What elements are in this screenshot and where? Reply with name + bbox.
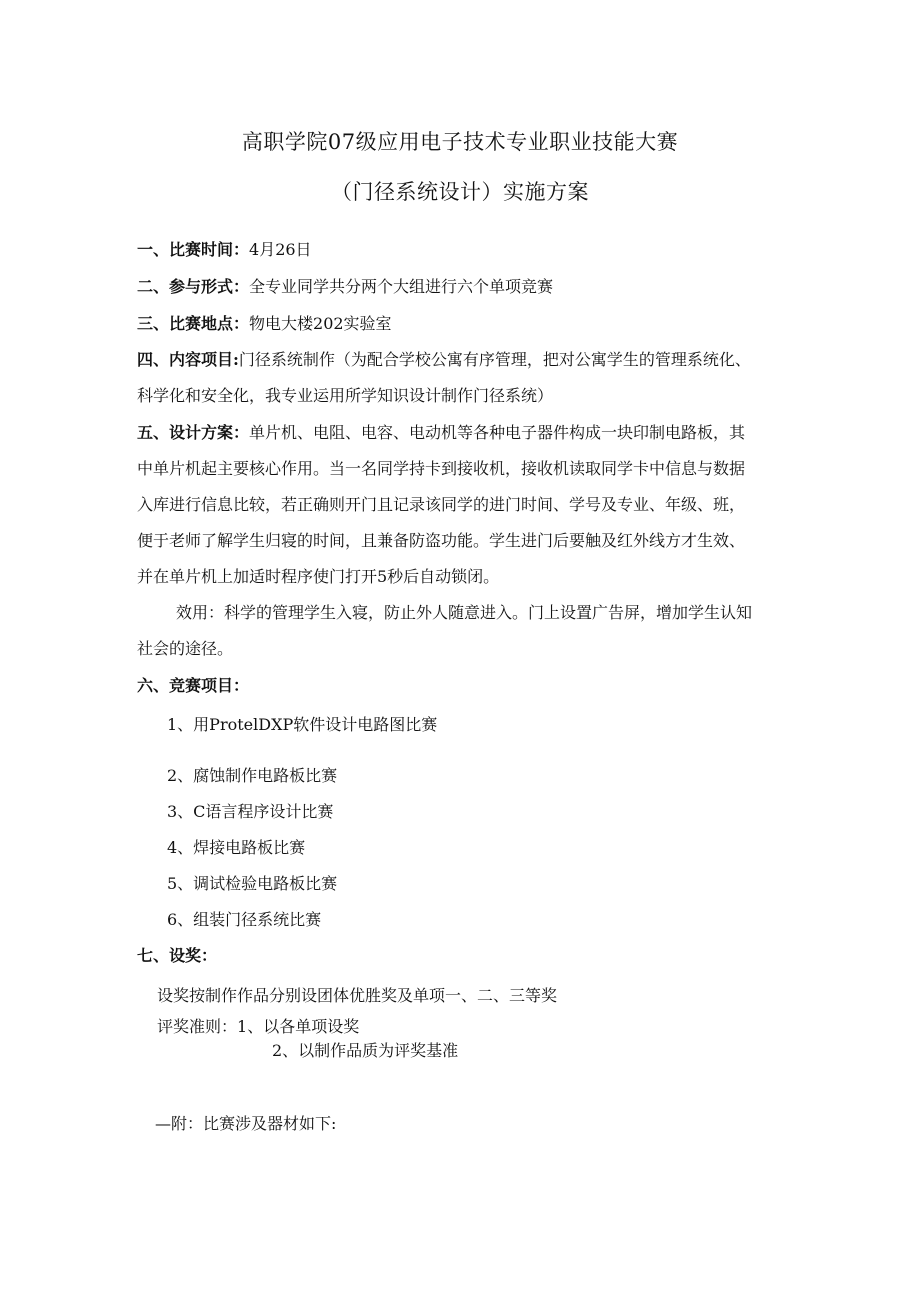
list-item: 2、腐蚀制作电路板比赛	[167, 766, 338, 785]
section-text-continued: 中单片机起主要核心作用。当一名同学持卡到接收机，接收机读取同学卡中信息与数据	[137, 459, 746, 478]
section-label: 三、比赛地点：	[137, 314, 250, 333]
appendix-note: —附：比赛涉及器材如下:	[155, 1114, 337, 1133]
document-title-line2: （门径系统设计）实施方案	[331, 180, 589, 204]
awards-text: 设奖按制作作品分别设团体优胜奖及单项一、二、三等奖	[157, 986, 558, 1005]
section-label: 五、设计方案：	[137, 423, 250, 442]
awards-criteria	[157, 1017, 359, 1037]
criteria-label: 评奖准则：	[157, 1017, 238, 1036]
section-label: 四、内容项目:	[137, 350, 239, 369]
section-text: 4月26日	[249, 240, 312, 259]
document-title-line1: 高职学院07级应用电子技术专业职业技能大赛	[241, 130, 679, 154]
section-awards-heading: 七、设奖：	[137, 946, 218, 965]
section-text-continued: 科学化和安全化，我专业运用所学知识设计制作门径系统）	[137, 386, 554, 405]
list-item: 6、组装门径系统比赛	[167, 910, 322, 929]
section-competition-items-heading: 六、竞赛项目：	[137, 676, 250, 695]
list-item: 5、调试检验电路板比赛	[167, 874, 338, 893]
section-text-continued: 入库进行信息比较，若正确则开门且记录该同学的进门时间、学号及专业、年级、班，	[137, 495, 746, 514]
section-content-project	[137, 350, 751, 370]
section-label: 二、参与形式：	[137, 277, 250, 296]
section-text: 物电大楼202实验室	[249, 314, 392, 333]
list-item: 3、C语言程序设计比赛	[167, 802, 334, 821]
section-participation	[137, 277, 553, 297]
criteria-item: 1、以各单项设奖	[237, 1017, 360, 1036]
section-label: 一、比赛时间：	[137, 240, 250, 259]
list-item: 1、用ProtelDXP软件设计电路图比赛	[167, 715, 438, 734]
section-text: 门径系统制作（为配合学校公寓有序管理，把对公寓学生的管理系统化、	[238, 350, 751, 369]
section-text: 全专业同学共分两个大组进行六个单项竞赛	[249, 277, 554, 296]
section-effect-continued: 社会的途径。	[137, 639, 234, 658]
section-competition-time	[137, 240, 312, 260]
section-effect: 效用：科学的管理学生入寝，防止外人随意进入。门上设置广告屏，增加学生认知	[176, 603, 753, 622]
section-design-plan	[137, 423, 745, 443]
list-item: 4、焊接电路板比赛	[167, 838, 306, 857]
section-text: 单片机、电阻、电容、电动机等各种电子器件构成一块印制电路板，其	[249, 423, 746, 442]
section-text-continued: 并在单片机上加适时程序使门打开5秒后自动锁闭。	[137, 567, 500, 586]
section-location	[137, 314, 392, 334]
criteria-item: 2、以制作品质为评奖基准	[272, 1041, 459, 1060]
section-text-continued: 便于老师了解学生归寝的时间，且兼备防盗功能。学生进门后要触及红外线方才生效、	[137, 531, 746, 550]
